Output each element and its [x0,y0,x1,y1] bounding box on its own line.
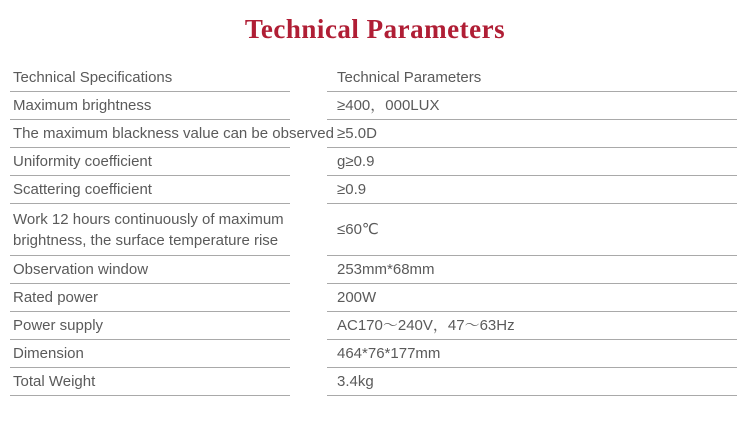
param-cell: 464*76*177mm [327,340,737,368]
spec-cell: Work 12 hours continuously of maximum brightness, the surface temperature rise [10,204,290,256]
param-cell: 200W [327,284,737,312]
param-cell: ≥0.9 [327,176,737,204]
table-row [0,340,750,368]
param-cell: 253mm*68mm [327,256,737,284]
spec-cell: Total Weight [10,368,290,396]
column-gap [290,148,327,176]
column-gap [290,312,327,340]
column-gap [290,204,327,256]
spec-cell: Uniformity coefficient [10,148,290,176]
table-row [0,368,750,396]
spec-cell: Scattering coefficient [10,176,290,204]
param-cell: 3.4kg [327,368,737,396]
spec-cell: Observation window [10,256,290,284]
param-cell: g≥0.9 [327,148,737,176]
param-cell: ≥400，000LUX [327,92,737,120]
spec-cell: The maximum blackness value can be observed [10,120,290,148]
spec-cell: Rated power [10,284,290,312]
page-title: Technical Parameters [244,14,506,44]
table-row [0,92,750,120]
table-row [0,148,750,176]
column-gap [290,64,327,92]
column-gap [290,176,327,204]
table-row [0,176,750,204]
param-cell: AC170～240V，47～63Hz [327,312,737,340]
header-param-cell: Technical Parameters [327,64,737,92]
table-row [0,120,750,148]
spec-table [0,64,750,396]
param-cell: ≥5.0D [327,120,737,148]
table-row [0,312,750,340]
spec-cell: Maximum brightness [10,92,290,120]
spec-cell: Dimension [10,340,290,368]
column-gap [290,284,327,312]
table-row [0,256,750,284]
column-gap [290,92,327,120]
spec-cell: Power supply [10,312,290,340]
column-gap [290,368,327,396]
column-gap [290,120,327,148]
table-row [0,204,750,256]
param-cell: ≤60℃ [327,204,737,256]
header-spec-cell: Technical Specifications [10,64,290,92]
table-header-row [0,64,750,92]
column-gap [290,256,327,284]
table-row [0,284,750,312]
column-gap [290,340,327,368]
